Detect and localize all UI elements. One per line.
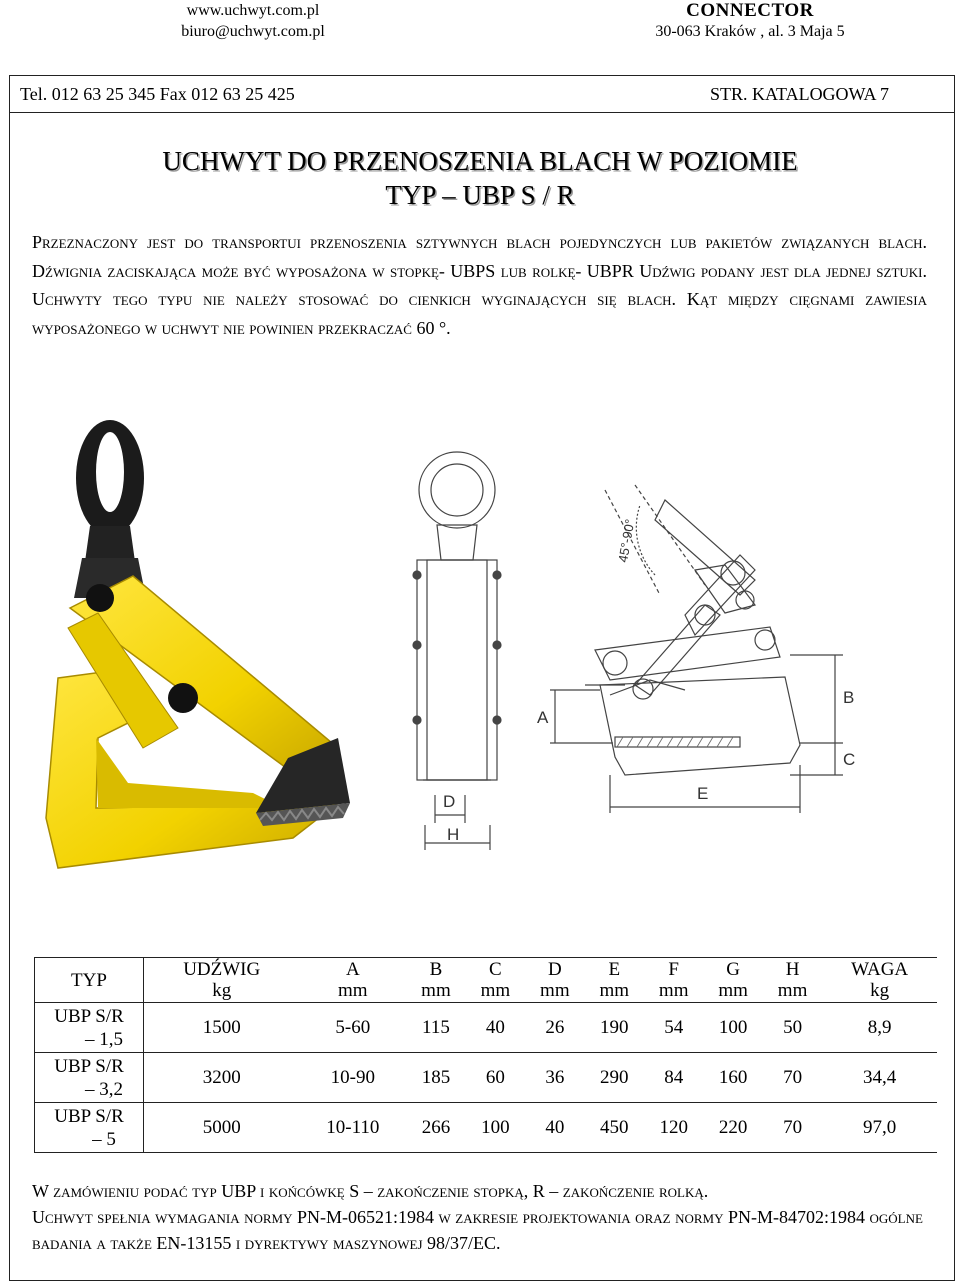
dim-b-label: B xyxy=(843,688,855,707)
table-header-cell: TYP xyxy=(35,958,144,1003)
page-title: UCHWYT DO PRZENOSZENIA BLACH W POZIOMIE xyxy=(162,146,798,176)
email-link[interactable]: biuro@uchwyt.com.pl xyxy=(181,23,325,40)
table-header-cell: C mm xyxy=(466,958,525,1003)
dim-h-label: H xyxy=(447,825,460,844)
table-cell: 185 xyxy=(406,1053,465,1103)
table-cell: 54 xyxy=(644,1003,703,1053)
clamp-photo xyxy=(38,408,358,888)
table-header-cell: F mm xyxy=(644,958,703,1003)
table-cell: 1500 xyxy=(144,1003,300,1053)
table-cell: 100 xyxy=(466,1103,525,1153)
dim-a-label: A xyxy=(537,708,549,727)
angle-label: 45°-90° xyxy=(615,517,638,564)
website-link[interactable]: www.uchwyt.com.pl xyxy=(186,2,320,19)
table-cell-type: UBP S/R – 1,5 xyxy=(35,1003,144,1053)
technical-drawing xyxy=(395,445,955,865)
table-header-cell: A mm xyxy=(299,958,406,1003)
table-cell: 290 xyxy=(585,1053,644,1103)
table-cell: 115 xyxy=(406,1003,465,1053)
table-cell: 34,4 xyxy=(822,1053,937,1103)
table-cell: 10-110 xyxy=(299,1103,406,1153)
table-cell: 5-60 xyxy=(299,1003,406,1053)
table-cell: 8,9 xyxy=(822,1003,937,1053)
table-cell: 40 xyxy=(466,1003,525,1053)
table-row xyxy=(35,1003,938,1053)
table-row xyxy=(35,1053,938,1103)
table-cell: 450 xyxy=(585,1103,644,1153)
table-cell: 190 xyxy=(585,1003,644,1053)
table-row xyxy=(35,1103,938,1153)
spec-table xyxy=(34,957,937,1153)
table-header-cell: E mm xyxy=(585,958,644,1003)
table-cell: 26 xyxy=(525,1003,584,1053)
table-header-cell: H mm xyxy=(763,958,822,1003)
table-cell: 97,0 xyxy=(822,1103,937,1153)
table-header-cell: UDŹWIG kg xyxy=(144,958,300,1003)
dim-e-label: E xyxy=(697,784,709,803)
table-header-row xyxy=(35,958,938,1003)
table-cell: 120 xyxy=(644,1103,703,1153)
table-header-cell: B mm xyxy=(406,958,465,1003)
dim-c-label: C xyxy=(843,750,856,769)
dim-d-label: D xyxy=(443,792,456,811)
table-cell: 3200 xyxy=(144,1053,300,1103)
table-cell: 60 xyxy=(466,1053,525,1103)
standards-note: Uchwyt spełnia wymagania normy PN-M-06521:1984 w zakresie projektowania oraz normy PN-M-84702:1984 ogólne badania a także EN-13155 i dyrektywy maszynowej 98/37/EC. xyxy=(32,1207,923,1253)
table-cell: 70 xyxy=(763,1053,822,1103)
order-notes xyxy=(32,1178,927,1256)
catalog-page: STR. KATALOGOWA 7 xyxy=(710,84,890,104)
company-name: CONNECTOR xyxy=(686,0,814,21)
table-cell: 5000 xyxy=(144,1103,300,1153)
table-cell: 220 xyxy=(703,1103,762,1153)
table-header-cell: G mm xyxy=(703,958,762,1003)
table-cell: 70 xyxy=(763,1103,822,1153)
page-subtitle: TYP – UBP S / R xyxy=(385,180,575,210)
table-cell-type: UBP S/R – 5 xyxy=(35,1103,144,1153)
header-right xyxy=(610,0,890,42)
table-cell: 36 xyxy=(525,1053,584,1103)
table-cell: 10-90 xyxy=(299,1053,406,1103)
table-cell-type: UBP S/R – 3,2 xyxy=(35,1053,144,1103)
table-cell: 84 xyxy=(644,1053,703,1103)
table-cell: 266 xyxy=(406,1103,465,1153)
product-description: Przeznaczony jest do transportui przenoszenia sztywnych blach pojedynczych lub pakietów związanych blach. Dźwignia zaciskająca może być wyposażona w stopkę- UBPS lub rolkę- UBPR Udźwig podany jest dla jednej sztuki. Uchwyty tego typu nie należy stosować do cienkich wyginających się blach. Kąt między cięgnami zawiesia wyposażonego w uchwyt nie powinien przekraczać 60 °. xyxy=(32,232,927,338)
table-cell: 160 xyxy=(703,1053,762,1103)
table-header-cell: D mm xyxy=(525,958,584,1003)
header-left xyxy=(158,0,348,42)
table-cell: 100 xyxy=(703,1003,762,1053)
table-cell: 40 xyxy=(525,1103,584,1153)
company-address: 30-063 Kraków , al. 3 Maja 5 xyxy=(655,23,845,40)
table-cell: 50 xyxy=(763,1003,822,1053)
phone-fax: Tel. 012 63 25 345 Fax 012 63 25 425 xyxy=(20,84,295,104)
table-header-cell: WAGA kg xyxy=(822,958,937,1003)
order-note: W zamówieniu podać typ UBP i końcówkę S – zakończenie stopką, R – zakończenie rolką. xyxy=(32,1181,709,1201)
